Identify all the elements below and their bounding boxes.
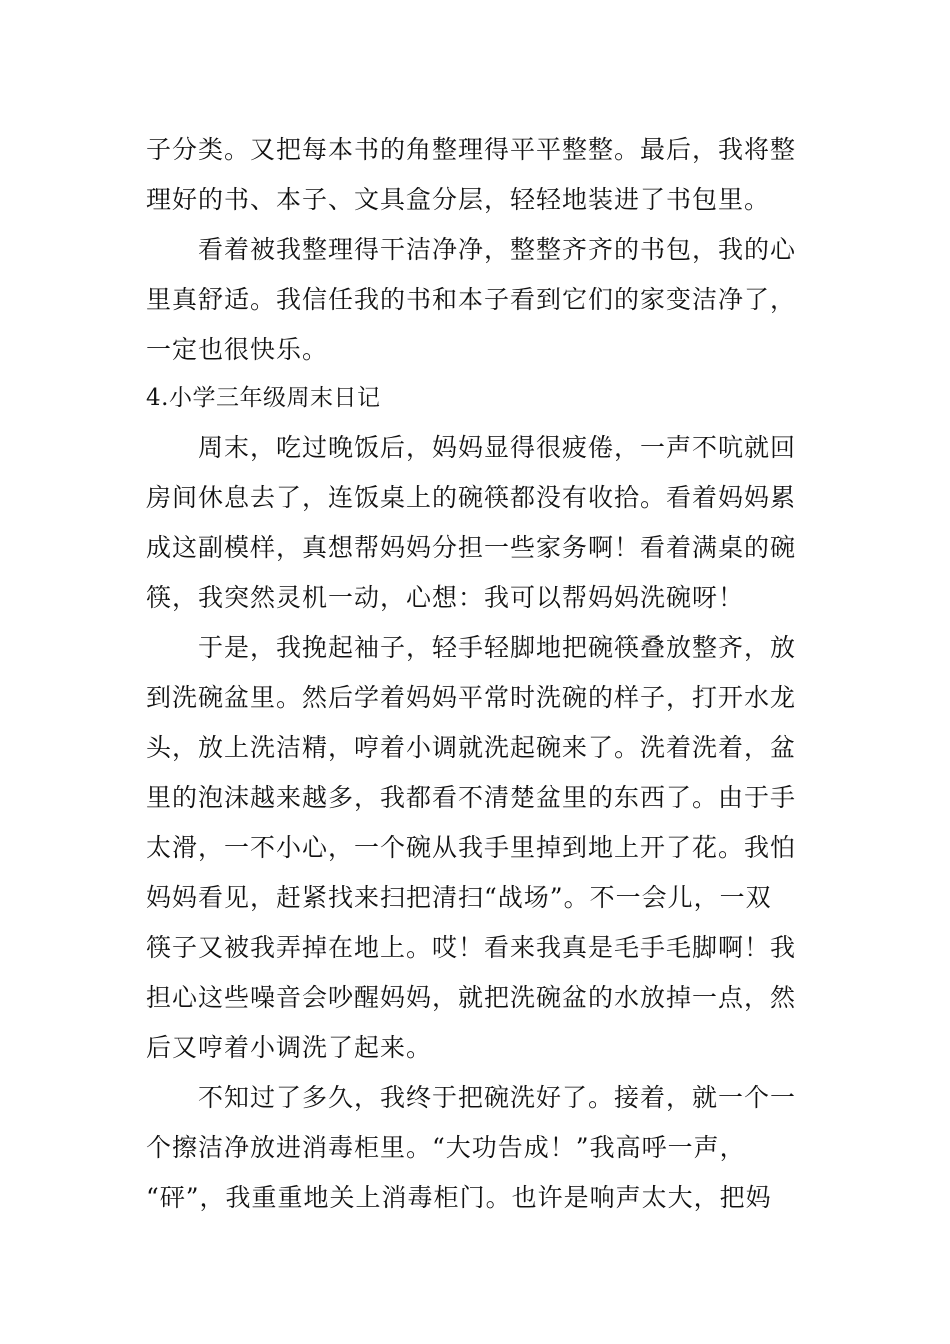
text-line: 头，放上洗洁精，哼着小调就洗起碗来了。洗着洗着，盆	[146, 733, 797, 762]
text-line: 担心这些噪音会吵醒妈妈，就把洗碗盆的水放掉一点，然	[146, 983, 797, 1012]
text-line: 子分类。又把每本书的角整理得平平整整。最后，我将整	[146, 135, 797, 164]
text-line: 里真舒适。我信任我的书和本子看到它们的家变洁净了，	[146, 285, 797, 314]
text-line: 筷子又被我弄掉在地上。哎！看来我真是毛手毛脚啊！我	[146, 933, 797, 962]
text-line: 筷，我突然灵机一动，心想：我可以帮妈妈洗碗呀！	[146, 583, 745, 612]
text-line: 周末，吃过晚饭后，妈妈显得很疲倦，一声不吭就回	[146, 433, 797, 462]
text-line: 房间休息去了，连饭桌上的碗筷都没有收拾。看着妈妈累	[146, 483, 797, 512]
text-line: 成这副模样，真想帮妈妈分担一些家务啊！看着满桌的碗	[146, 533, 797, 562]
text-line: 一定也很快乐。	[146, 335, 329, 364]
text-line: 里的泡沫越来越多，我都看不清楚盆里的东西了。由于手	[146, 783, 797, 812]
text-line: 理好的书、本子、文具盒分层，轻轻地装进了书包里。	[146, 185, 771, 214]
text-line: 个擦洁净放进消毒柜里。“大功告成！”我高呼一声，	[146, 1133, 746, 1162]
text-line: 妈妈看见，赶紧找来扫把清扫“战场”。不一会儿，一双	[146, 883, 772, 912]
text-line: 后又哼着小调洗了起来。	[146, 1033, 433, 1062]
text-line: 看着被我整理得干洁净净，整整齐齐的书包，我的心	[146, 235, 797, 264]
section-heading: 4.小学三年级周末日记	[146, 385, 381, 411]
text-line: 不知过了多久，我终于把碗洗好了。接着，就一个一	[146, 1083, 797, 1112]
text-line: 于是，我挽起袖子，轻手轻脚地把碗筷叠放整齐，放	[146, 633, 797, 662]
text-line: 太滑，一不小心，一个碗从我手里掉到地上开了花。我怕	[146, 833, 797, 862]
text-line: “砰”，我重重地关上消毒柜门。也许是响声太大，把妈	[146, 1183, 772, 1212]
text-line: 到洗碗盆里。然后学着妈妈平常时洗碗的样子，打开水龙	[146, 683, 797, 712]
